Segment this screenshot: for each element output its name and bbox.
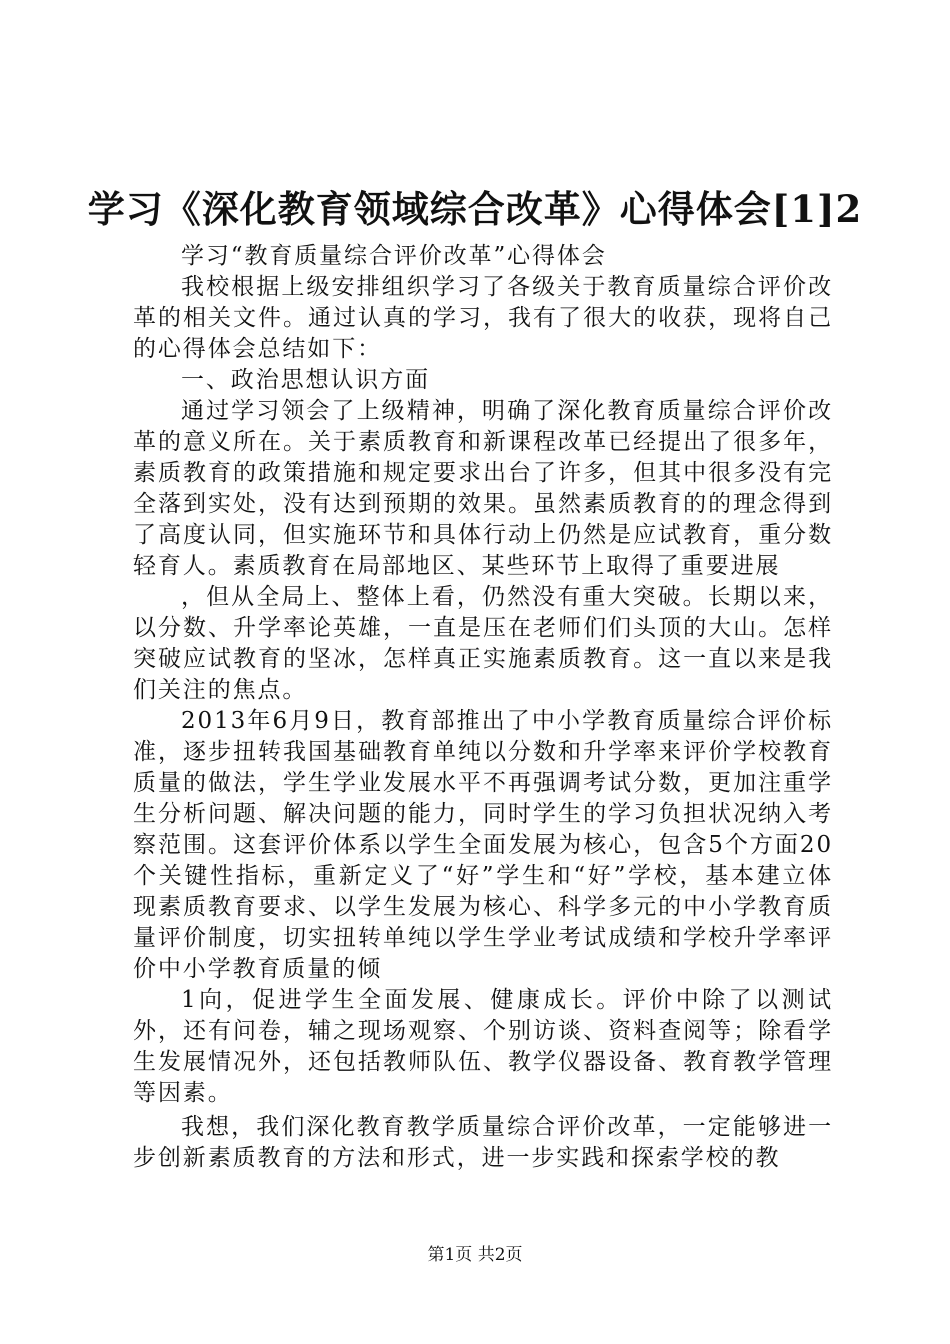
page-footer: 第1页 共2页: [427, 1245, 523, 1265]
document-body: [133, 241, 833, 1174]
body-paragraph: 我校根据上级安排组织学习了各级关于教育质量综合评价改革的相关文件。通过认真的学习，我有了很大的收获，现将自己的心得体会总结如下：: [133, 274, 833, 362]
body-paragraph: ，但从全局上、整体上看，仍然没有重大突破。长期以来，以分数、升学率论英雄，一直是压在老师们们头顶的大山。怎样突破应试教育的坚冰，怎样真正实施素质教育。这一直以来是我们关注的焦点。: [133, 584, 833, 703]
subtitle-paragraph: 学习“教育质量综合评价改革”心得体会: [181, 243, 607, 269]
body-paragraph: 1向，促进学生全面发展、健康成长。评价中除了以测试外，还有问卷，辅之现场观察、个别访谈、资料查阅等；除看学生发展情况外，还包括教师队伍、教学仪器设备、教育教学管理等因素。: [133, 987, 833, 1106]
body-paragraph: 我想，我们深化教育教学质量综合评价改革，一定能够进一步创新素质教育的方法和形式，进一步实践和探索学校的教: [133, 1114, 833, 1171]
section-heading: 一、政治思想认识方面: [181, 367, 430, 393]
body-paragraph: 通过学习领会了上级精神，明确了深化教育质量综合评价改革的意义所在。关于素质教育和新课程改革已经提出了很多年，素质教育的政策措施和规定要求出台了许多，但其中很多没有完全落到实处，没有达到预期的效果。虽然素质教育的的理念得到了高度认同，但实施环节和具体行动上仍然是应试教育，重分数轻育人。素质教育在局部地区、某些环节上取得了重要进展: [133, 398, 833, 579]
document-title: 学习《深化教育领域综合改革》心得体会[1]2: [87, 187, 863, 231]
body-paragraph: 2013年6月9日，教育部推出了中小学教育质量综合评价标准，逐步扭转我国基础教育单纯以分数和升学率来评价学校教育质量的做法，学生学业发展水平不再强调考试分数，更加注重学生分析问题、解决问题的能力，同时学生的学习负担状况纳入考察范围。这套评价体系以学生全面发展为核心，包含5个方面20个关键性指标，重新定义了“好”学生和“好”学校，基本建立体现素质教育要求、以学生发展为核心、科学多元的中小学教育质量评价制度，切实扭转单纯以学生学业考试成绩和学校升学率评价中小学教育质量的倾: [133, 708, 833, 982]
